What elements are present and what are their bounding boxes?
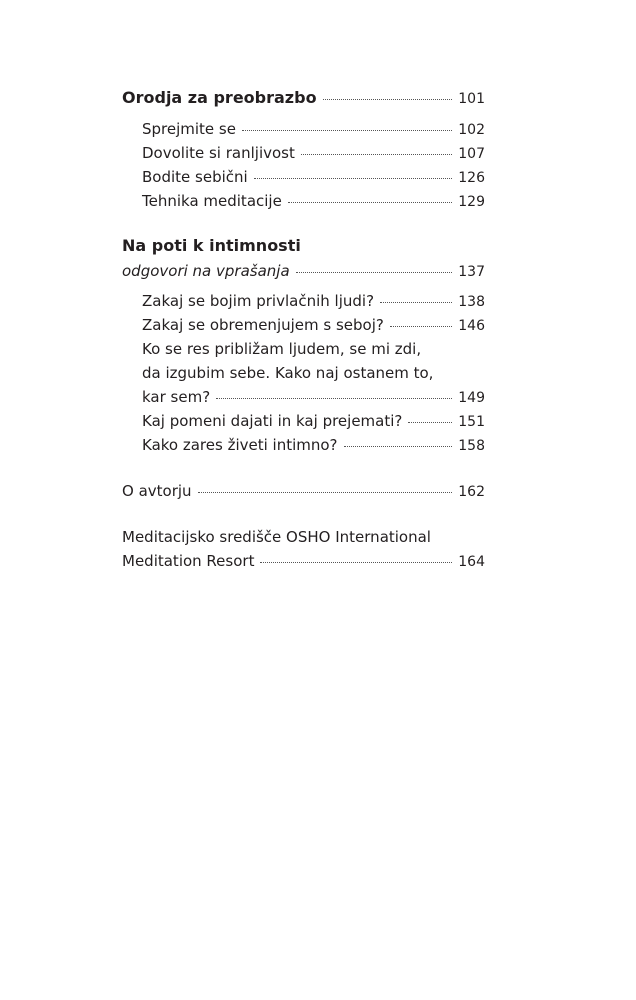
entry-label-line: Meditacijsko središče OSHO International (122, 528, 431, 546)
dot-leader (301, 154, 452, 155)
entry-label-line: da izgubim sebe. Kako naj ostanem to, (142, 364, 434, 382)
entry-label: Dovolite si ranljivost (142, 144, 295, 162)
entry-label: Kaj pomeni dajati in kaj prejemati? (142, 412, 403, 430)
toc-entry (122, 412, 485, 436)
entry-label: Kako zares živeti intimno? (142, 436, 338, 454)
entry-label: Tehnika meditacije (142, 192, 282, 210)
toc-section-heading (122, 88, 485, 114)
page-number: 101 (458, 91, 485, 107)
entry-label: Zakaj se obremenjujem s seboj? (142, 316, 384, 334)
entry-label: Zakaj se bojim privlačnih ljudi? (142, 292, 375, 310)
dot-leader (216, 398, 452, 399)
page-number: 151 (458, 414, 485, 430)
page-number: 137 (458, 264, 485, 280)
entry-label: Meditation Resort (122, 552, 255, 570)
section-title: Na poti k intimnosti (122, 236, 301, 255)
dot-leader (408, 422, 452, 423)
toc-entry (122, 120, 485, 144)
toc-entry (122, 292, 485, 316)
page-number: 102 (458, 122, 485, 138)
toc-entry (122, 388, 485, 412)
page-number: 107 (458, 146, 485, 162)
page-number: 162 (458, 484, 485, 500)
dot-leader (198, 492, 453, 493)
toc-entry (122, 552, 485, 576)
toc-entry (122, 482, 485, 506)
toc-entry (122, 262, 485, 286)
dot-leader (296, 272, 453, 273)
dot-leader (380, 302, 452, 303)
page-number: 149 (458, 390, 485, 406)
page-number: 158 (458, 438, 485, 454)
page-number: 138 (458, 294, 485, 310)
toc-entry (122, 436, 485, 460)
section-title: Orodja za preobrazbo (122, 88, 317, 107)
table-of-contents (122, 88, 485, 576)
dot-leader (260, 562, 452, 563)
dot-leader (242, 130, 452, 131)
section-subtitle: odgovori na vprašanja (122, 262, 290, 280)
dot-leader (288, 202, 452, 203)
entry-label: Sprejmite se (142, 120, 236, 138)
dot-leader (390, 326, 452, 327)
entry-label-line: Ko se res približam ljudem, se mi zdi, (142, 340, 422, 358)
page-number: 129 (458, 194, 485, 210)
entry-label: O avtorju (122, 482, 192, 500)
page-number: 126 (458, 170, 485, 186)
dot-leader (323, 99, 453, 100)
toc-entry (122, 168, 485, 192)
entry-label: Bodite sebični (142, 168, 248, 186)
dot-leader (254, 178, 453, 179)
toc-entry (122, 316, 485, 340)
entry-label: kar sem? (142, 388, 211, 406)
page-number: 164 (458, 554, 485, 570)
toc-entry (122, 144, 485, 168)
page-number: 146 (458, 318, 485, 334)
toc-entry (122, 192, 485, 216)
toc-section-heading (122, 236, 485, 262)
dot-leader (344, 446, 453, 447)
